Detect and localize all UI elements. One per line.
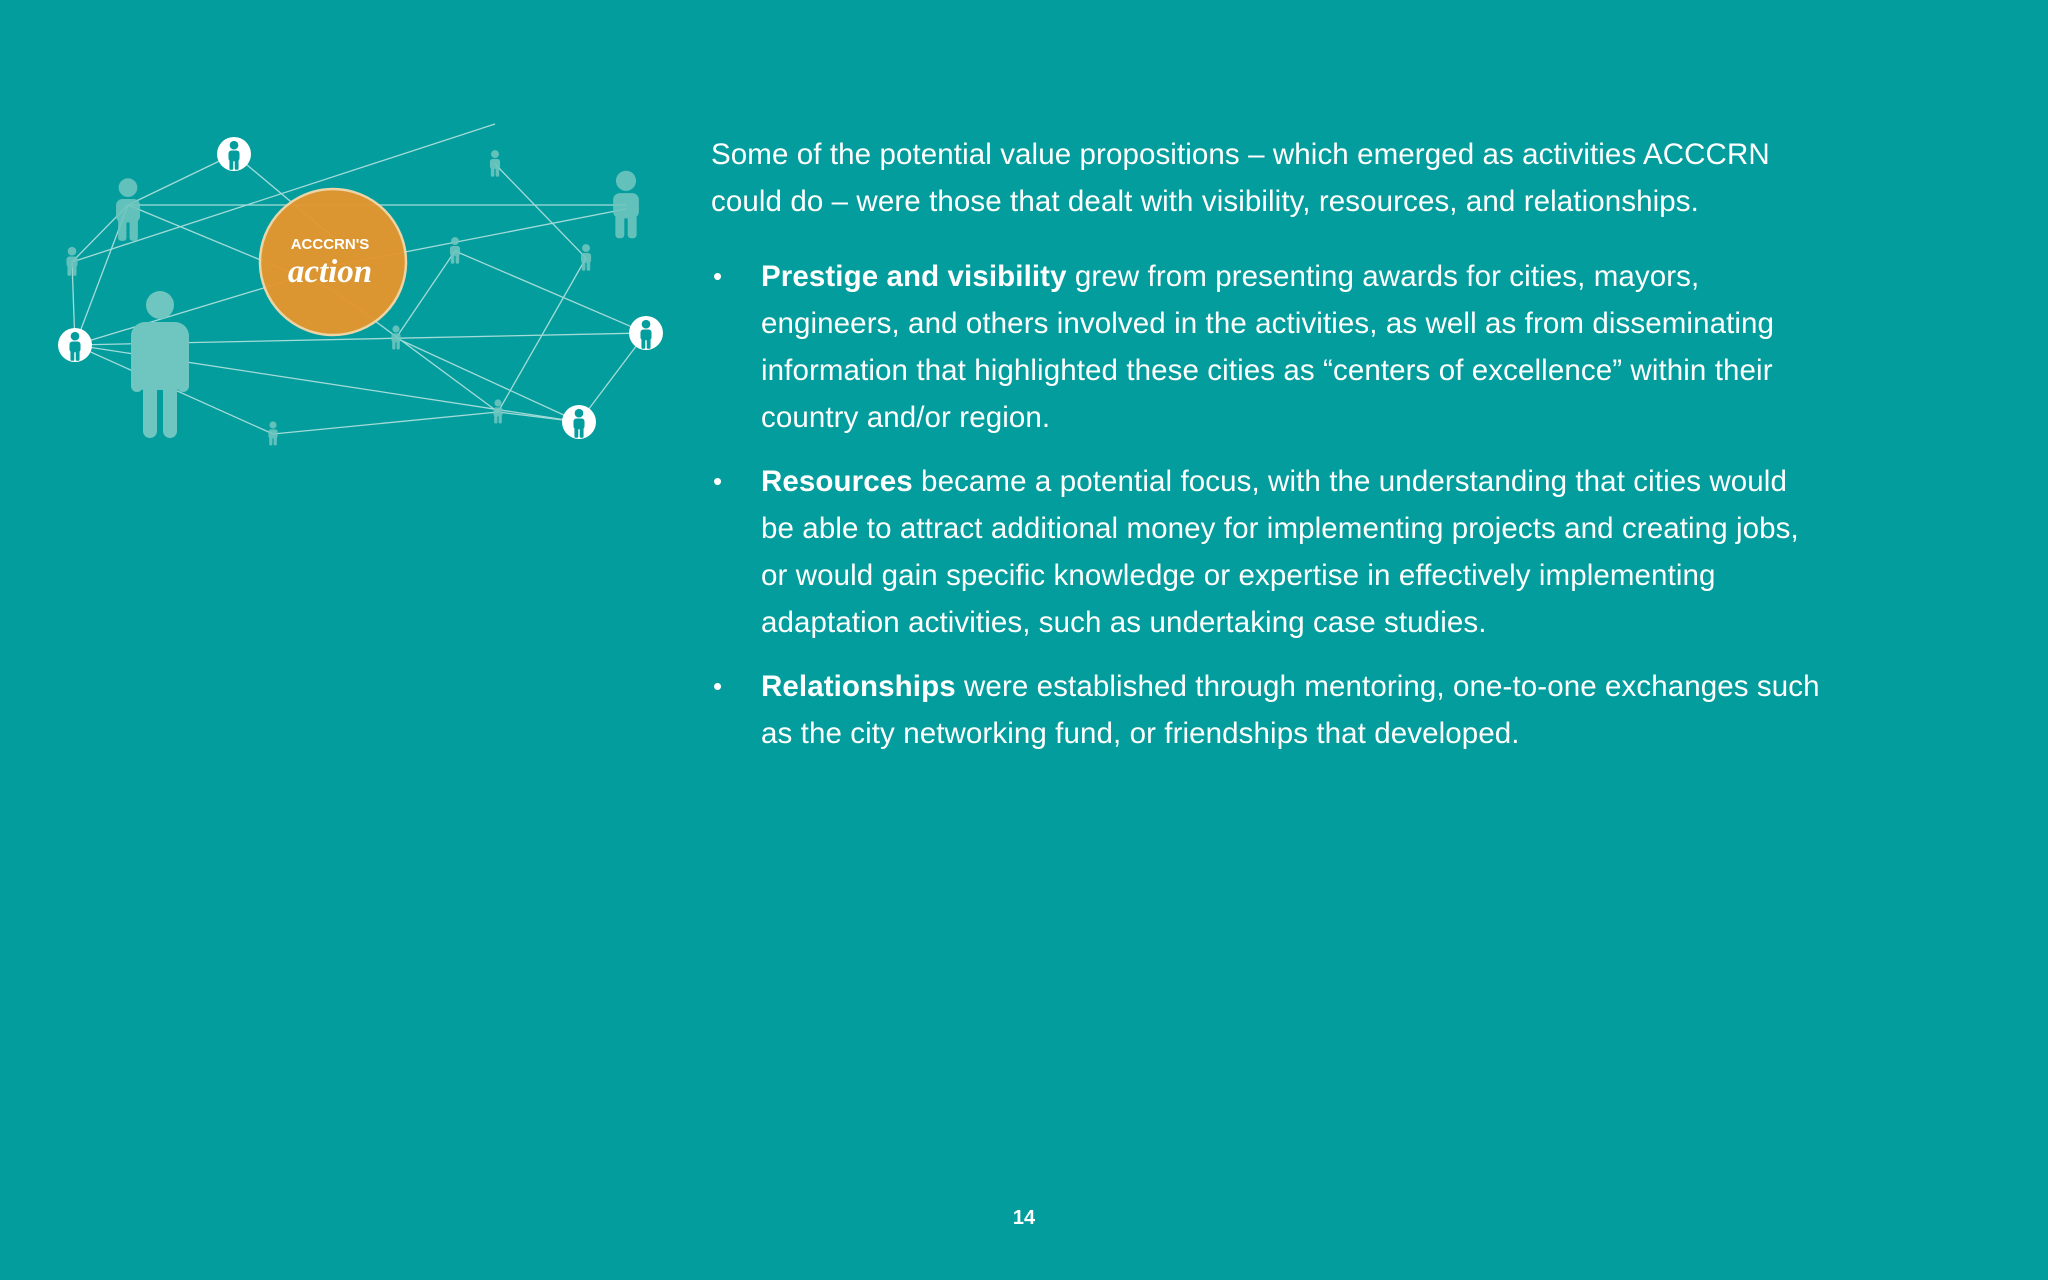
badge-large-text: action — [287, 254, 373, 290]
page-number: 14 — [1012, 1207, 1036, 1229]
bullet-heading: Relationships — [761, 670, 956, 703]
badge-small-text: ACCCRN'S — [290, 236, 370, 253]
network-illustration — [0, 0, 680, 460]
bullet-text: grew from presenting awards for cities, mayors, engineers, and others involved in the activities, as well as from disseminating information that highlighted these cities as “centers of excellence” within their country and/or region. — [761, 260, 1775, 434]
bullet-dot: • — [713, 466, 723, 496]
person-icon — [58, 328, 92, 362]
bullet-prestige — [711, 253, 1821, 441]
bullet-relationships — [711, 663, 1821, 757]
bullet-dot: • — [713, 261, 723, 291]
bullet-text: became a potential focus, with the understanding that cities would be able to attract additional money for implementing projects and creating jobs, or would gain specific knowledge or expertise in effectively implementing adaptation activities, such as undertaking case studies. — [761, 465, 1799, 639]
bullet-heading: Resources — [761, 465, 913, 498]
person-icon — [562, 405, 596, 439]
body-text — [711, 131, 1821, 774]
bullet-list — [711, 253, 1821, 757]
bullet-resources — [711, 458, 1821, 646]
bullet-text: were established through mentoring, one-to-one exchanges such as the city networking fund, or friendships that developed. — [761, 670, 1820, 750]
bullet-dot: • — [713, 671, 723, 701]
intro-paragraph: Some of the potential value propositions – which emerged as activities ACCCRN could do – were those that dealt with visibility, resources, and relationships. — [711, 138, 1770, 218]
person-icon — [629, 316, 663, 350]
bullet-heading: Prestige and visibility — [761, 260, 1067, 293]
person-icon — [217, 137, 251, 171]
